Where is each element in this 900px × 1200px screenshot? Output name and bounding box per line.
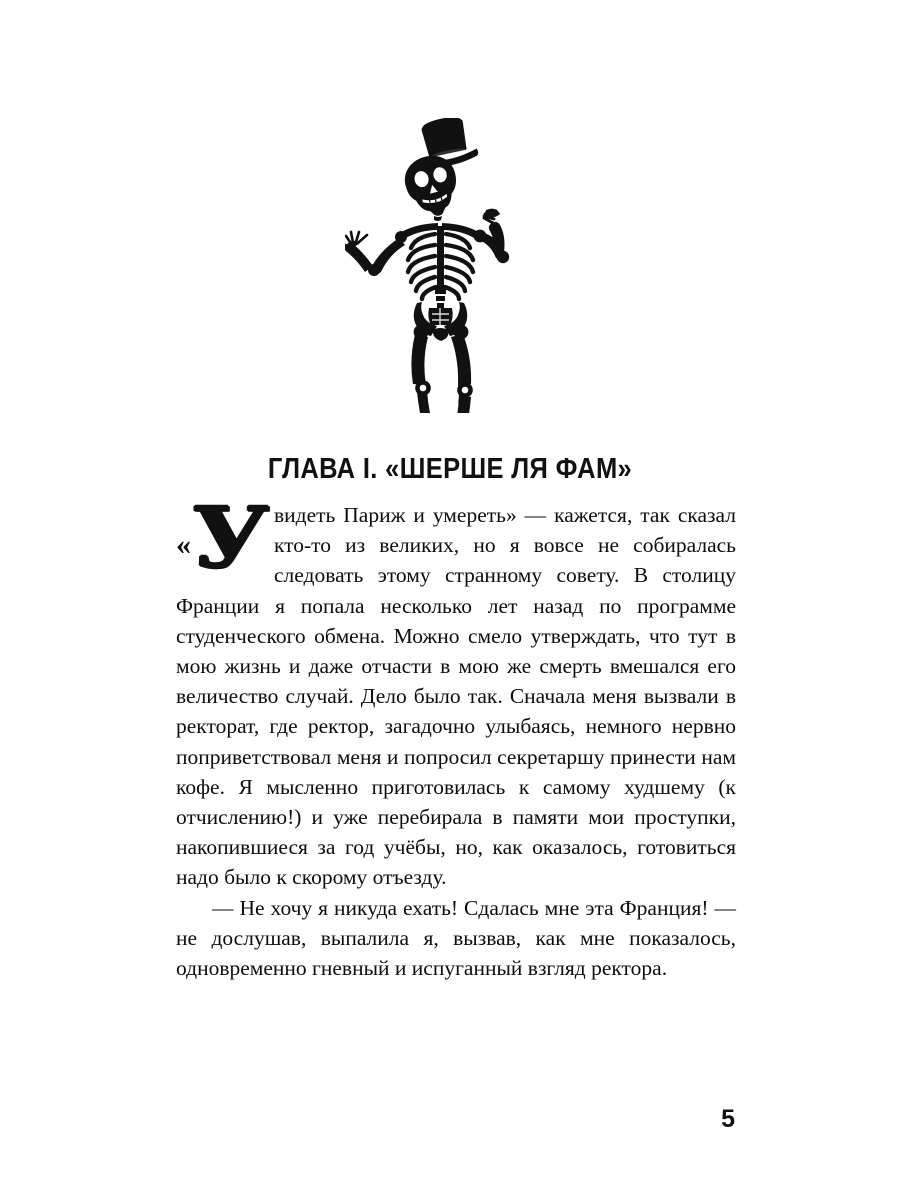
paragraph-1: [176, 488, 736, 893]
chapter-body: [176, 488, 736, 983]
drop-cap-quote: «: [176, 528, 191, 561]
page-number: 5: [721, 1105, 735, 1133]
paragraph-1-text: видеть Париж и умереть» — кажется, так сказал кто-то из великих, но я вовсе не собиралась следовать этому странному совету. В столицу Франции я попала несколько лет назад по программе студенческого обмена. Можно смело утверждать, что тут в мою жизнь и даже отчасти в мою же смерть вмешался его величество случай. Дело было так. Сначала меня вызвали в ректорат, где ректор, загадочно улыбаясь, немного нервно поприветствовал меня и попросил секретаршу принести нам кофе. Я мысленно приготовилась к самому худшему (к отчислению!) и уже перебирала в памяти мои проступки, накопившиеся за год учёбы, но, как оказалось, готовиться надо было к скорому отъезду.: [176, 503, 736, 890]
drop-cap-letter: У: [189, 488, 270, 587]
skeleton-in-top-hat-icon: [345, 118, 555, 413]
drop-cap: [176, 488, 272, 587]
chapter-title: ГЛАВА I. «ШЕРШЕ ЛЯ ФАМ»: [267, 453, 633, 486]
chapter-illustration: [0, 118, 900, 423]
paragraph-2: — Не хочу я никуда ехать! Сдалась мне эта Франция! — не дослушав, выпалила я, вызвав, как мне показалось, одновременно гневный и испуганный взгляд ректора.: [176, 895, 736, 981]
